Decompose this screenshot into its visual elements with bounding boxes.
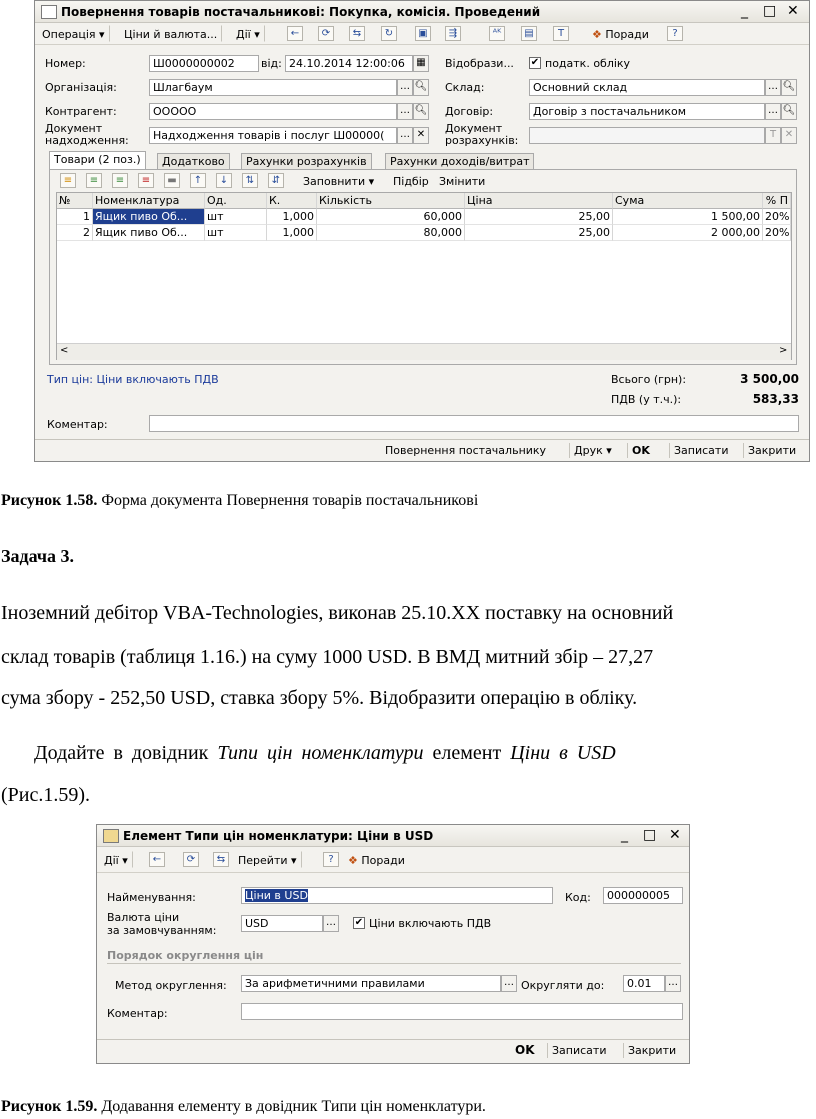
settlement-document-label: Документ розрахунків: [445, 122, 519, 147]
document-icon [41, 5, 57, 19]
transfer-icon[interactable]: ⇆ [213, 852, 229, 867]
settlement-type-icon[interactable]: T [765, 127, 781, 144]
instruction-line-1: Додайте в довідник Типи цін номенклатури елемент Ціни в USD [34, 742, 616, 764]
code-field[interactable]: 000000005 [603, 887, 683, 904]
vat-included-checkbox[interactable]: ✔ [354, 917, 364, 928]
comment-field[interactable] [241, 1003, 683, 1020]
rounding-method-select-button[interactable]: … [501, 975, 517, 992]
comment-label: Коментар: [107, 1007, 168, 1020]
dt-kt-icon[interactable]: ᴬᴷ [489, 26, 505, 41]
contract-label: Договір: [445, 105, 494, 118]
column-header-nomenclature[interactable]: Номенклатура [93, 193, 205, 209]
total-label: Всього (грн): [611, 373, 687, 386]
table-cell-quantity[interactable]: 60,000 [317, 209, 465, 225]
edit-row-icon[interactable]: ≡ [112, 173, 128, 188]
contract-field[interactable]: Договір з постачальником [529, 103, 765, 120]
number-label: Номер: [45, 57, 86, 70]
move-down-icon[interactable]: ↓ [216, 173, 232, 188]
maximize-icon[interactable]: □ [763, 3, 777, 19]
price-type-link[interactable]: Тип цін: Ціни включають ПДВ [47, 373, 219, 386]
change-button[interactable]: Змінити [439, 175, 486, 188]
currency-select-button[interactable]: … [323, 915, 339, 932]
back-arrow-icon[interactable]: ← [287, 26, 303, 41]
receipt-document-field[interactable]: Надходження товарів і послуг Ш00000( [149, 127, 397, 144]
tab-additional[interactable]: Додатково [157, 153, 230, 170]
column-header-price[interactable]: Ціна [465, 193, 613, 209]
ok-button[interactable]: OK [515, 1043, 535, 1057]
tab-income-expense-accounts[interactable]: Рахунки доходів/витрат [385, 153, 534, 170]
table-cell-sum[interactable]: 1 500,00 [613, 209, 763, 225]
round-to-label: Округляти до: [521, 979, 605, 992]
price-type-window [96, 824, 690, 1064]
column-header-vat-rate[interactable]: % П [763, 193, 791, 209]
paragraph-line-3: сума збору - 252,50 USD, ставка збору 5%. Відобразити операцію в обліку. [1, 687, 638, 709]
vat-included-label: Ціни включають ПДВ [369, 917, 492, 930]
table-cell-quantity[interactable]: 80,000 [317, 225, 465, 241]
tax-accounting-label: податк. обліку [545, 57, 631, 70]
currency-field[interactable]: USD [241, 915, 323, 932]
settlement-document-field[interactable] [529, 127, 765, 144]
receipt-clear-icon[interactable]: ✕ [413, 127, 429, 144]
group-divider [107, 963, 681, 964]
advice-icon: ❖ [592, 28, 602, 41]
table-cell-vat-rate[interactable]: 20% [765, 210, 790, 223]
figure-caption-2: Рисунок 1.59. Додавання елементу в довідник Типи цін номенклатури. [1, 1098, 486, 1115]
table-cell-unit[interactable]: шт [205, 225, 267, 241]
contract-select-button[interactable]: … [765, 103, 781, 120]
move-up-icon[interactable]: ↑ [190, 173, 206, 188]
actions-menu[interactable]: Дії ▾ [231, 25, 265, 42]
organization-field[interactable]: Шлагбаум [149, 79, 397, 96]
goto-menu[interactable]: Перейти ▾ [233, 851, 302, 868]
task-heading: Задача 3. [1, 546, 75, 566]
warehouse-field[interactable]: Основний склад [529, 79, 765, 96]
column-header-quantity[interactable]: Кількість [317, 193, 465, 209]
counterparty-field[interactable]: ООООО [149, 103, 397, 120]
return-supplier-button[interactable]: Повернення постачальнику [385, 444, 547, 457]
warehouse-open-icon[interactable]: 🔍︎ [781, 79, 797, 96]
name-field[interactable]: Ціни в USD [241, 887, 553, 904]
refresh-icon[interactable]: ⟳ [318, 26, 334, 41]
table-cell-nomenclature[interactable]: Ящик пиво Об... [93, 225, 205, 241]
copy-row-icon[interactable]: ≡ [86, 173, 102, 188]
close-button[interactable]: Закрити [743, 443, 800, 458]
document-toolbar [35, 23, 809, 45]
close-icon[interactable]: ✕ [669, 827, 681, 843]
ok-button[interactable]: OK [627, 443, 654, 458]
counterparty-open-icon[interactable]: 🔍︎ [413, 103, 429, 120]
receipt-document-label: Документ надходження: [45, 122, 129, 147]
vat-label: ПДВ (у т.ч.): [611, 393, 682, 406]
settlement-clear-icon[interactable]: ✕ [781, 127, 797, 144]
column-header-coefficient[interactable]: К. [267, 193, 317, 209]
back-arrow-icon[interactable]: ← [149, 852, 165, 867]
table-cell-number[interactable]: 2 [57, 225, 93, 241]
help-icon[interactable]: ? [323, 852, 339, 867]
window-title: Повернення товарів постачальникові: Покупка, комісія. Проведений [61, 5, 541, 19]
table-cell-coefficient[interactable]: 1,000 [267, 209, 317, 225]
organization-open-icon[interactable]: 🔍︎ [413, 79, 429, 96]
transfer-icon[interactable]: ⇆ [349, 26, 365, 41]
prices-currency-button[interactable]: Ціни й валюта... [119, 25, 222, 42]
calendar-icon[interactable]: ▦ [413, 55, 429, 72]
structure-icon[interactable]: ⇶ [445, 26, 461, 41]
scroll-left-icon[interactable]: < [60, 345, 69, 356]
column-header-number[interactable]: № [57, 193, 93, 209]
minimize-icon[interactable]: _ [741, 3, 748, 19]
rounding-method-label: Метод округлення: [115, 979, 227, 992]
comment-field[interactable] [149, 415, 799, 432]
counterparty-select-button[interactable]: … [397, 103, 413, 120]
figure-caption-1: Рисунок 1.58. Форма документа Повернення товарів постачальникові [1, 492, 479, 509]
element-button-bar [97, 1039, 689, 1063]
advice-button[interactable]: ❖ Поради [348, 854, 405, 867]
name-label: Найменування: [107, 891, 196, 904]
code-label: Код: [565, 891, 591, 904]
text-format-icon[interactable]: T [553, 26, 569, 41]
tab-goods[interactable]: Товари (2 поз.) [49, 151, 146, 170]
folder-icon [103, 829, 119, 843]
date-label: від: [261, 57, 282, 70]
table-cell-sum[interactable]: 2 000,00 [613, 225, 763, 241]
warehouse-label: Склад: [445, 81, 485, 94]
counterparty-label: Контрагент: [45, 105, 117, 118]
number-field[interactable]: Ш0000000002 [149, 55, 259, 72]
save-button[interactable]: Записати [669, 443, 732, 458]
table-cell-unit[interactable]: шт [205, 209, 267, 225]
post-document-icon[interactable]: ▣ [415, 26, 431, 41]
advice-icon: ❖ [348, 854, 358, 867]
paragraph-line-1: Іноземний дебітор VBA-Technologies, виконав 25.10.ХХ поставку на основний [1, 602, 674, 624]
end-edit-icon[interactable]: ▬ [164, 173, 180, 188]
select-button[interactable]: Підбір [393, 175, 429, 188]
operation-menu[interactable]: Операція ▾ [37, 25, 110, 42]
save-button[interactable]: Записати [547, 1043, 610, 1058]
sort-ascending-icon[interactable]: ⇅ [242, 173, 258, 188]
window-title-bar [35, 1, 809, 23]
currency-label: Валюта ціни за замовчуванням: [107, 911, 217, 937]
contract-open-icon[interactable]: 🔍︎ [781, 103, 797, 120]
document-button-bar [35, 439, 809, 461]
scroll-right-icon[interactable]: > [779, 345, 788, 356]
add-row-icon[interactable]: ≡ [60, 173, 76, 188]
refresh-icon[interactable]: ⟳ [183, 852, 199, 867]
column-header-sum[interactable]: Сума [613, 193, 763, 209]
receipt-select-button[interactable]: … [397, 127, 413, 144]
organization-label: Організація: [45, 81, 117, 94]
organization-select-button[interactable]: … [397, 79, 413, 96]
return-document-window [34, 0, 810, 462]
rounding-group-title: Порядок округлення цін [107, 949, 264, 962]
table-cell-coefficient[interactable]: 1,000 [267, 225, 317, 241]
date-field[interactable]: 24.10.2014 12:00:06 [285, 55, 413, 72]
warehouse-select-button[interactable]: … [765, 79, 781, 96]
horizontal-scrollbar[interactable] [57, 343, 791, 360]
goods-table [56, 192, 792, 360]
minimize-icon[interactable]: _ [621, 827, 628, 843]
goods-tab-panel [49, 169, 797, 365]
close-icon[interactable]: ✕ [787, 3, 799, 19]
report-icon[interactable]: ▤ [521, 26, 537, 41]
paragraph-line-2: склад товарів (таблиця 1.16.) на суму 1000 USD. В ВМД митний збір – 27,27 [1, 646, 654, 668]
rounding-method-field[interactable]: За арифметичними правилами [241, 975, 501, 992]
round-to-select-button[interactable]: … [665, 975, 681, 992]
table-cell-price[interactable]: 25,00 [465, 225, 613, 241]
total-value: 3 500,00 [740, 372, 799, 386]
actions-menu[interactable]: Дії ▾ [99, 851, 133, 868]
tab-settlement-accounts[interactable]: Рахунки розрахунків [241, 153, 372, 170]
print-menu[interactable]: Друк ▾ [569, 443, 616, 458]
help-icon[interactable]: ? [667, 26, 683, 41]
comment-label: Коментар: [47, 418, 108, 431]
window-title-bar [97, 825, 689, 847]
round-to-field[interactable]: 0.01 [623, 975, 665, 992]
reflect-label: Відобрази... [445, 57, 514, 70]
fill-button[interactable]: Заповнити ▾ [303, 175, 375, 188]
table-toolbar [50, 170, 796, 192]
table-cell-nomenclature[interactable]: Ящик пиво Об... [93, 209, 205, 225]
column-header-unit[interactable]: Од. [205, 193, 267, 209]
delete-row-icon[interactable]: ≡ [138, 173, 154, 188]
window-title: Елемент Типи цін номенклатури: Ціни в USD [123, 829, 434, 843]
table-cell-vat-rate[interactable]: 20% [765, 226, 790, 239]
element-toolbar [97, 849, 689, 873]
close-button[interactable]: Закрити [623, 1043, 680, 1058]
table-cell-number[interactable]: 1 [57, 209, 93, 225]
advice-button[interactable]: ❖ Поради [592, 28, 649, 41]
vat-value: 583,33 [752, 392, 799, 406]
sort-descending-icon[interactable]: ⇵ [268, 173, 284, 188]
table-cell-price[interactable]: 25,00 [465, 209, 613, 225]
reload-document-icon[interactable]: ↻ [381, 26, 397, 41]
tax-accounting-checkbox[interactable]: ✔ [530, 57, 540, 68]
instruction-line-2: (Рис.1.59). [1, 784, 91, 806]
maximize-icon[interactable]: □ [643, 827, 657, 843]
